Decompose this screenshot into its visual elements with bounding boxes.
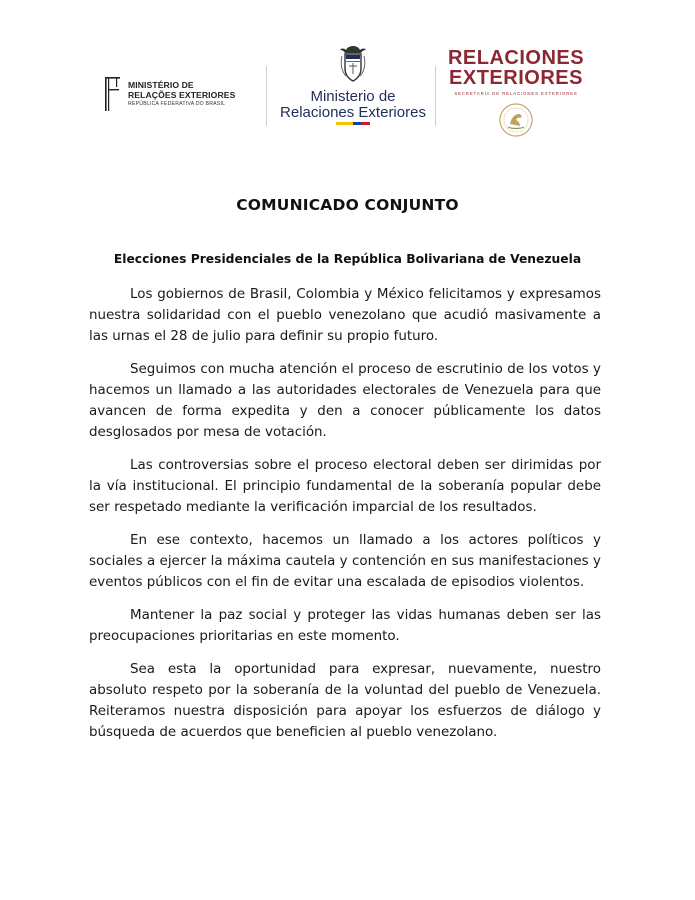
document-subtitle: Elecciones Presidenciales de la República Bolivariana de Venezuela xyxy=(113,252,582,266)
document-body xyxy=(89,284,601,755)
colombia-logo-line1: Ministerio de xyxy=(310,88,396,105)
colombia-coat-of-arms-icon xyxy=(338,44,368,84)
mexico-logo-subtitle: SECRETARÍA DE RELACIONES EXTERIORES xyxy=(454,91,578,96)
mexico-logo-line2: EXTERIORES xyxy=(449,67,583,89)
letterhead xyxy=(0,40,695,140)
paragraph: Seguimos con mucha atención el proceso de escrutinio de los votos y hacemos un llamado a las autoridades electorales de Venezuela para que avancen de forma expedita y den a conocer públicamente los datos desglosados por mesa de votación. xyxy=(89,362,601,440)
mexico-secretariat-logo xyxy=(447,47,585,139)
paragraph: Las controversias sobre el proceso electoral deben ser dirimidas por la vía institucional. El principio fundamental de la soberanía popular debe ser respetado mediante la verificación imparcial de los resultados. xyxy=(89,458,601,515)
brasil-logo-line2: RELAÇÕES EXTERIORES xyxy=(128,89,236,100)
document-title: COMUNICADO CONJUNTO xyxy=(236,196,459,214)
brasil-ministry-logo xyxy=(104,74,264,114)
mexico-logo-line1: RELACIONES xyxy=(447,47,585,69)
paragraph: Sea esta la oportunidad para expresar, nuevamente, nuestro absoluto respeto por la soberanía de la voluntad del pueblo de Venezuela. Reiteramos nuestra disposición para apoyar los esfuerzos de diálogo y búsqueda de acuerdos que beneficien al pueblo venezolano. xyxy=(89,662,601,740)
colombia-flag-stripe xyxy=(336,122,370,125)
colombia-ministry-logo xyxy=(274,44,432,124)
paragraph: En ese contexto, hacemos un llamado a los actores políticos y sociales a ejercer la máxima cautela y contención en sus manifestaciones y eventos públicos con el fin de evitar una escalada de episodios violentos. xyxy=(89,533,601,590)
mexico-eagle-seal-icon xyxy=(498,102,534,138)
brasil-logo-line3: REPÚBLICA FEDERATIVA DO BRASIL xyxy=(128,101,226,107)
paragraph: Los gobiernos de Brasil, Colombia y México felicitamos y expresamos nuestra solidaridad con el pueblo venezolano que acudió masivamente a las urnas el 28 de julio para definir su propio futuro. xyxy=(89,287,601,344)
colombia-logo-line2: Relaciones Exteriores xyxy=(280,104,426,121)
brasil-logo-line1: MINISTÉRIO DE xyxy=(128,80,194,90)
header-divider-left xyxy=(266,66,267,126)
paragraph: Mantener la paz social y proteger las vidas humanas deben ser las preocupaciones prioritarias en este momento. xyxy=(89,608,601,644)
itamaraty-emblem-icon xyxy=(104,74,124,114)
header-divider-right xyxy=(435,66,436,126)
